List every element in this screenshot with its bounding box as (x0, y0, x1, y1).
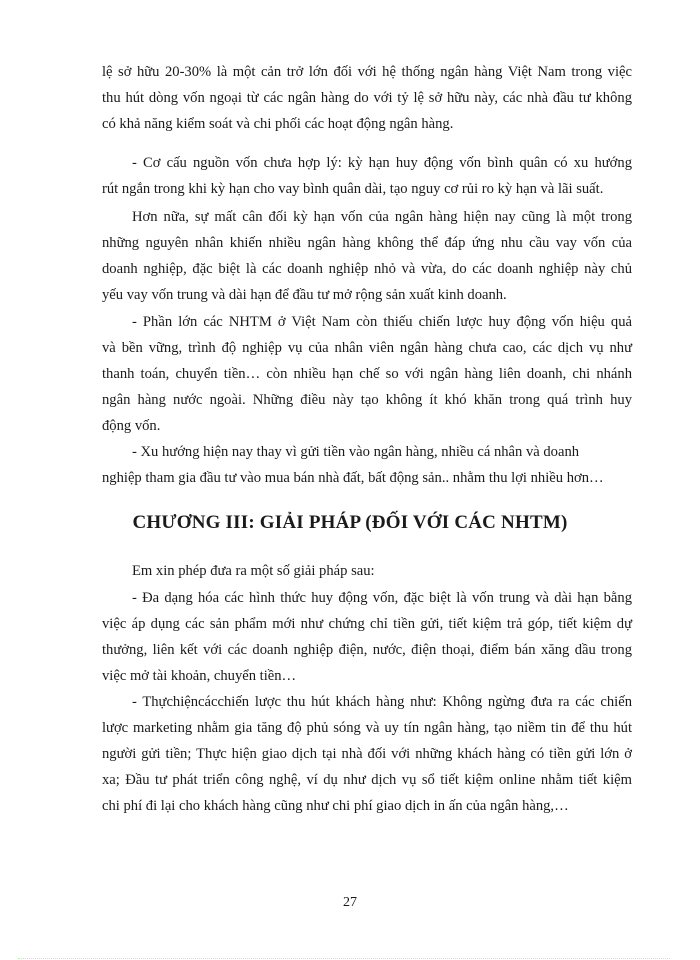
text-line: - Thựchiệncácchiến lược thu hút khách hàng như: Không ngừng đưa ra các chiến (132, 694, 632, 710)
text-line: và bền vững, trình độ nghiệp vụ của nhân viên ngân hàng chưa cao, các dịch vụ như (102, 340, 632, 356)
text-line: người gửi tiền; Thực hiện giao dịch tại nhà đối với những khách hàng có tiền gửi lớn ở (102, 746, 632, 762)
text-line: - Đa dạng hóa các hình thức huy động vốn, đặc biệt là vốn trung và dài hạn bằng (132, 590, 632, 606)
page-number: 27 (343, 895, 357, 910)
text-line: thanh toán, chuyển tiền… còn nhiều hạn chế so với ngân hàng liên doanh, chi nhánh (102, 366, 632, 382)
text-line: lược marketing nhằm gia tăng độ phủ sóng và uy tín ngân hàng, tạo niềm tin để thu hút (102, 720, 632, 736)
text-line: xa; Đầu tư phát triển công nghệ, ví dụ như dịch vụ sổ tiết kiệm online nhằm tiết kiệm (102, 772, 632, 788)
text-line: doanh nghiệp, đặc biệt là các doanh nghiệp nhỏ và vừa, do các doanh nghiệp này chủ (102, 261, 632, 277)
text-line: - Xu hướng hiện nay thay vì gửi tiền vào ngân hàng, nhiều cá nhân và doanh (132, 444, 580, 460)
text-line: chi phí đi lại cho khách hàng cũng như chi phí giao dịch in ấn của ngân hàng,… (102, 798, 569, 814)
text-line: ngân hàng nước ngoài. Những điều này tạo không ít khó khăn trong quá trình huy (102, 392, 632, 408)
text-line: - Phần lớn các NHTM ở Việt Nam còn thiếu chiến lược huy động vốn hiệu quả (132, 314, 632, 330)
text-line: những nguyên nhân khiến nhiều ngân hàng không thể đáp ứng nhu cầu vay vốn của (102, 235, 632, 251)
text-line: việc mở tài khoản, chuyển tiền… (102, 668, 297, 684)
text-line: - Cơ cấu nguồn vốn chưa hợp lý: kỳ hạn huy động vốn bình quân có xu hướng (132, 155, 632, 171)
text-line: thu hút dòng vốn ngoại từ các ngân hàng do với tỷ lệ sở hữu này, các nhà đầu tư không (102, 90, 632, 106)
text-line: có khả năng kiểm soát và chi phối các hoạt động ngân hàng. (102, 116, 454, 132)
chapter-heading: CHƯƠNG III: GIẢI PHÁP (ĐỐI VỚI CÁC NHTM) (132, 512, 568, 533)
text-line: rút ngắn trong khi kỳ hạn cho vay bình quân dài, tạo nguy cơ rủi ro kỳ hạn và lãi suất. (102, 181, 604, 197)
text-line: thưởng, liên kết với các doanh nghiệp điện, nước, điện thoại, điểm bán xăng dầu trong (102, 642, 632, 658)
text-line: Hơn nữa, sự mất cân đối kỳ hạn vốn của ngân hàng hiện nay cũng là một trong (132, 209, 632, 225)
text-line: nghiệp tham gia đầu tư vào mua bán nhà đất, bất động sản.. nhằm thu lợi nhiều hơn… (102, 470, 604, 486)
text-line: Em xin phép đưa ra một số giải pháp sau: (132, 563, 375, 579)
text-line: lệ sở hữu 20-30% là một cản trở lớn đối với hệ thống ngân hàng Việt Nam trong việc (102, 64, 632, 80)
text-line: việc áp dụng các sản phẩm mới như chứng chỉ tiền gửi, tiết kiệm trả góp, tiết kiệm dự (102, 616, 632, 632)
text-line: động vốn. (102, 418, 161, 434)
text-line: yếu vay vốn trung và dài hạn để đầu tư mở rộng sản xuất kinh doanh. (102, 287, 507, 303)
page-bottom-divider (18, 958, 670, 959)
